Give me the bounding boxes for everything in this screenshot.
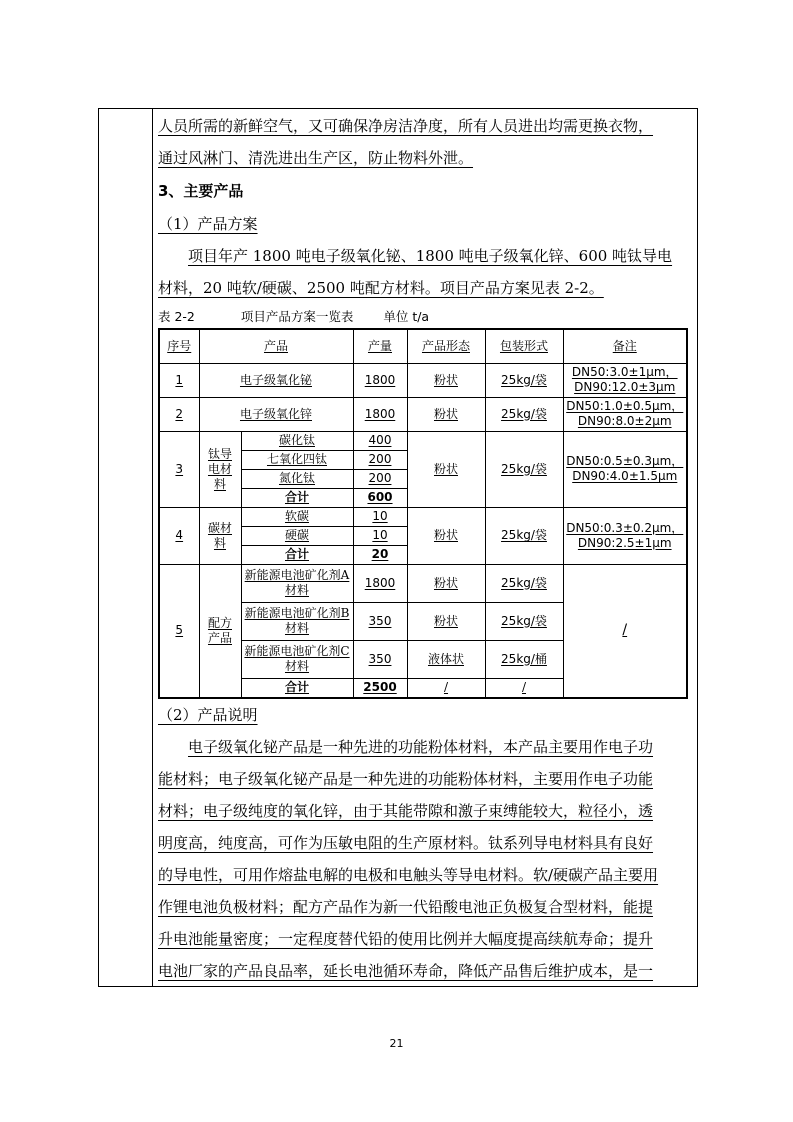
total-value: 600: [353, 488, 407, 507]
item-name: 新能源电池矿化剂B材料: [241, 602, 353, 640]
item-output: 200: [353, 469, 407, 488]
header-output: 产量: [353, 329, 407, 363]
item-name: 新能源电池矿化剂C材料: [241, 640, 353, 678]
note-line: DN50:3.0±1μm，: [571, 365, 678, 379]
table-title: 项目产品方案一览表: [240, 309, 354, 324]
item-name: 硬碳: [241, 526, 353, 545]
table-row: [159, 564, 687, 602]
item-name: 氮化钛: [241, 469, 353, 488]
note-line: DN90:8.0±2μm: [577, 414, 672, 428]
description-line: 电池厂家的产品良品率，延长电池循环寿命，降低产品售后维护成本，是一: [158, 962, 654, 980]
table-unit: 单位 t/a: [383, 309, 430, 324]
total-package: /: [485, 678, 563, 698]
item-output: 1800: [353, 564, 407, 602]
item-form: 粉状: [407, 602, 485, 640]
row-form: 粉状: [407, 431, 485, 507]
description-line: 能材料；电子级氧化铋产品是一种先进的功能粉体材料，主要用作电子功能: [158, 770, 654, 788]
table-row: [159, 397, 687, 431]
row-seq: 5: [159, 564, 199, 698]
note-line: DN90:2.5±1μm: [577, 535, 672, 550]
row-note: [563, 397, 687, 431]
header-seq: 序号: [159, 329, 199, 363]
note-line: DN90:12.0±3μm: [574, 380, 676, 394]
row-note: [563, 507, 687, 564]
row-form: 粉状: [407, 363, 485, 397]
row-package: 25kg/袋: [485, 507, 563, 564]
row-product: 电子级氧化锌: [199, 397, 353, 431]
row-group: 配方产品: [199, 564, 241, 698]
frame-divider: [152, 108, 153, 986]
row-product: 电子级氧化铋: [199, 363, 353, 397]
paragraph-line: 通过风淋门、清洗进出生产区，防止物料外泄。: [158, 149, 474, 167]
total-value: 2500: [353, 678, 407, 698]
row-seq: 2: [159, 397, 199, 431]
row-package: 25kg/袋: [485, 363, 563, 397]
total-form: /: [407, 678, 485, 698]
description-line: 电子级氧化铋产品是一种先进的功能粉体材料，本产品主要用作电子功: [188, 738, 654, 756]
total-label: 合计: [241, 488, 353, 507]
row-group: 钛导电材料: [199, 431, 241, 507]
intro-line: 项目年产 1800 吨电子级氧化铋、1800 吨电子级氧化锌、600 吨钛导电: [188, 247, 673, 265]
total-value: 20: [353, 545, 407, 564]
row-package: 25kg/袋: [485, 397, 563, 431]
item-package: 25kg/袋: [485, 564, 563, 602]
table-number: 表 2-2: [158, 309, 195, 324]
total-label: 合计: [241, 678, 353, 698]
item-output: 350: [353, 640, 407, 678]
subheading-product-description: （2）产品说明: [158, 706, 258, 724]
row-seq: 1: [159, 363, 199, 397]
description-line: 明度高，纯度高，可作为压敏电阻的生产原材料。钛系列导电材料具有良好: [158, 834, 654, 852]
item-package: 25kg/桶: [485, 640, 563, 678]
item-name: 新能源电池矿化剂A材料: [241, 564, 353, 602]
table-row: [159, 363, 687, 397]
item-name: 七氧化四钛: [241, 450, 353, 469]
table-header-row: [159, 329, 687, 363]
row-package: 25kg/袋: [485, 431, 563, 507]
table-caption: [158, 308, 690, 326]
row-seq: 3: [159, 431, 199, 507]
intro-line: 材料，20 吨软/硬碳、2500 吨配方材料。项目产品方案见表 2-2。: [158, 279, 604, 297]
header-product: 产品: [199, 329, 353, 363]
paragraph-line: 人员所需的新鲜空气，又可确保净房洁净度，所有人员进出均需更换衣物，: [158, 117, 654, 135]
item-form: 液体状: [407, 640, 485, 678]
table-row: [159, 507, 687, 526]
header-note: 备注: [563, 329, 687, 363]
row-note: /: [563, 564, 687, 698]
description-line: 的导电性，可用作熔盐电解的电极和电触头等导电材料。软/硬碳产品主要用: [158, 866, 659, 884]
item-name: 软碳: [241, 507, 353, 526]
item-output: 350: [353, 602, 407, 640]
note-line: DN50:1.0±0.5μm，: [566, 399, 684, 413]
row-note: [563, 431, 687, 507]
subheading-product-plan: （1）产品方案: [158, 215, 258, 233]
row-form: 粉状: [407, 507, 485, 564]
item-output: 400: [353, 431, 407, 450]
item-name: 碳化钛: [241, 431, 353, 450]
item-package: 25kg/袋: [485, 602, 563, 640]
item-output: 200: [353, 450, 407, 469]
item-output: 10: [353, 526, 407, 545]
document-content: [158, 110, 690, 987]
description-line: 升电池能量密度；一定程度替代铅的使用比例并大幅度提高续航寿命；提升: [158, 930, 654, 948]
header-form: 产品形态: [407, 329, 485, 363]
item-form: 粉状: [407, 564, 485, 602]
row-form: 粉状: [407, 397, 485, 431]
row-output: 1800: [353, 363, 407, 397]
description-line: 材料；电子级纯度的氧化锌，由于其能带隙和激子束缚能较大，粒径小，透: [158, 802, 654, 820]
description-line: 作锂电池负极材料；配方产品作为新一代铅酸电池正负极复合型材料，能提: [158, 898, 654, 916]
row-output: 1800: [353, 397, 407, 431]
note-line: DN50:0.3±0.2μm，: [566, 520, 684, 535]
row-group: 碳材料: [199, 507, 241, 564]
note-line: DN50:0.5±0.3μm，: [566, 454, 684, 468]
table-row: [159, 431, 687, 450]
section-heading: 3、主要产品: [158, 182, 244, 200]
page-number: 21: [389, 1037, 404, 1050]
row-note: [563, 363, 687, 397]
item-output: 10: [353, 507, 407, 526]
row-seq: 4: [159, 507, 199, 564]
header-package: 包装形式: [485, 329, 563, 363]
product-plan-table: [158, 328, 688, 699]
total-label: 合计: [241, 545, 353, 564]
note-line: DN90:4.0±1.5μm: [572, 469, 678, 483]
